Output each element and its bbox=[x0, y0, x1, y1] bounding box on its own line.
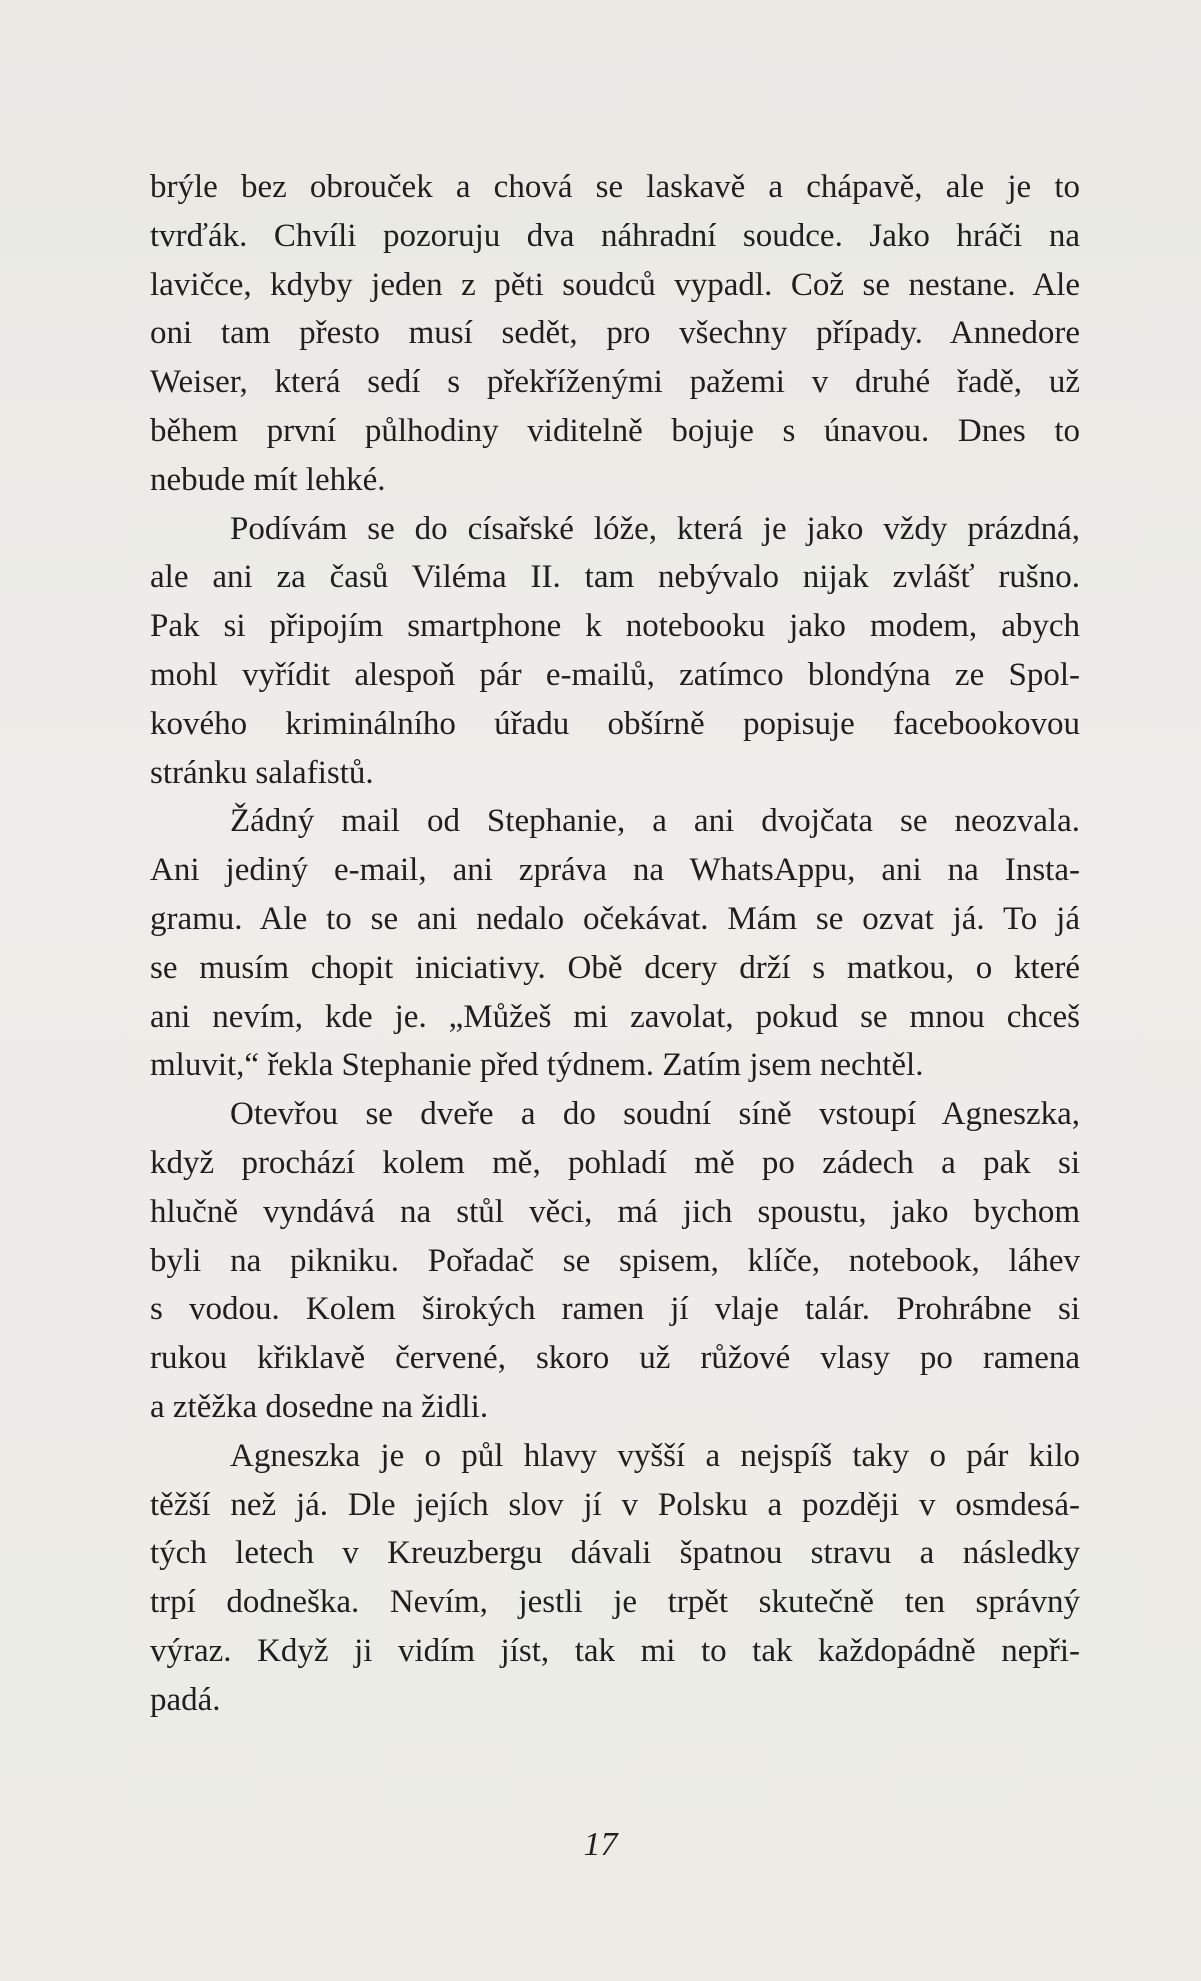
text-line: tých letech v Kreuzbergu dávali špatnou stravu a následky bbox=[150, 1535, 1080, 1572]
text-line: Podívám se do císařské lóže, která je jako vždy prázdná, bbox=[230, 510, 1080, 547]
text-line: Agneszka je o půl hlavy vyšší a nejspíš taky o pár kilo bbox=[230, 1437, 1080, 1474]
paragraph bbox=[150, 505, 1080, 798]
text-line: nebude mít lehké. bbox=[150, 461, 386, 498]
text-line: padá. bbox=[150, 1681, 221, 1718]
text-line: Žádný mail od Stephanie, a ani dvojčata se neozvala. bbox=[230, 803, 1080, 840]
text-line: lavičce, kdyby jeden z pěti soudců vypadl. Což se nestane. Ale bbox=[150, 266, 1080, 303]
text-line: a ztěžka dosedne na židli. bbox=[150, 1388, 489, 1425]
text-line: se musím chopit iniciativy. Obě dcery drží s matkou, o které bbox=[150, 949, 1080, 986]
paragraph bbox=[150, 1432, 1080, 1725]
body-text bbox=[150, 163, 1080, 1725]
text-line: s vodou. Kolem širokých ramen jí vlaje talár. Prohrábne si bbox=[150, 1291, 1080, 1328]
text-line: těžší než já. Dle jejích slov jí v Polsku a později v osmdesá- bbox=[150, 1486, 1080, 1523]
text-line: Pak si připojím smartphone k notebooku jako modem, abych bbox=[150, 608, 1080, 645]
text-line: mluvit,“ řekla Stephanie před týdnem. Zatím jsem nechtěl. bbox=[150, 1047, 924, 1084]
text-line: ale ani za časů Viléma II. tam nebývalo nijak zvlášť rušno. bbox=[150, 559, 1080, 596]
text-line: stránku salafistů. bbox=[150, 754, 374, 791]
text-line: mohl vyřídit alespoň pár e-mailů, zatímco blondýna ze Spol- bbox=[150, 656, 1080, 693]
text-line: kového kriminálního úřadu obšírně popisuje facebookovou bbox=[150, 705, 1080, 742]
text-line: byli na pikniku. Pořadač se spisem, klíče, notebook, láhev bbox=[150, 1242, 1080, 1279]
paragraph bbox=[150, 1090, 1080, 1432]
text-line: během první půlhodiny viditelně bojuje s únavou. Dnes to bbox=[150, 412, 1080, 449]
text-line: gramu. Ale to se ani nedalo očekávat. Mám se ozvat já. To já bbox=[150, 900, 1080, 937]
text-line: Weiser, která sedí s překříženými pažemi v druhé řadě, už bbox=[150, 364, 1080, 401]
paragraph bbox=[150, 163, 1080, 505]
paragraph bbox=[150, 797, 1080, 1090]
text-line: brýle bez obrouček a chová se laskavě a chápavě, ale je to bbox=[150, 169, 1080, 205]
text-line: rukou křiklavě červené, skoro už růžové vlasy po ramena bbox=[150, 1340, 1080, 1377]
text-line: když prochází kolem mě, pohladí mě po zádech a pak si bbox=[150, 1144, 1080, 1181]
text-line: ani nevím, kde je. „Můžeš mi zavolat, pokud se mnou chceš bbox=[150, 998, 1080, 1035]
text-line: Ani jediný e-mail, ani zpráva na WhatsAppu, ani na Insta- bbox=[150, 852, 1080, 889]
text-line: tvrďák. Chvíli pozoruju dva náhradní soudce. Jako hráči na bbox=[150, 217, 1080, 254]
page-number: 17 bbox=[583, 1826, 618, 1863]
text-line: výraz. Když ji vidím jíst, tak mi to tak každopádně nepři- bbox=[150, 1632, 1080, 1669]
text-line: hlučně vyndává na stůl věci, má jich spoustu, jako bychom bbox=[150, 1193, 1080, 1230]
text-line: trpí dodneška. Nevím, jestli je trpět skutečně ten správný bbox=[150, 1584, 1080, 1621]
text-line: Otevřou se dveře a do soudní síně vstoupí Agneszka, bbox=[230, 1096, 1080, 1133]
text-line: oni tam přesto musí sedět, pro všechny případy. Annedore bbox=[150, 315, 1080, 352]
